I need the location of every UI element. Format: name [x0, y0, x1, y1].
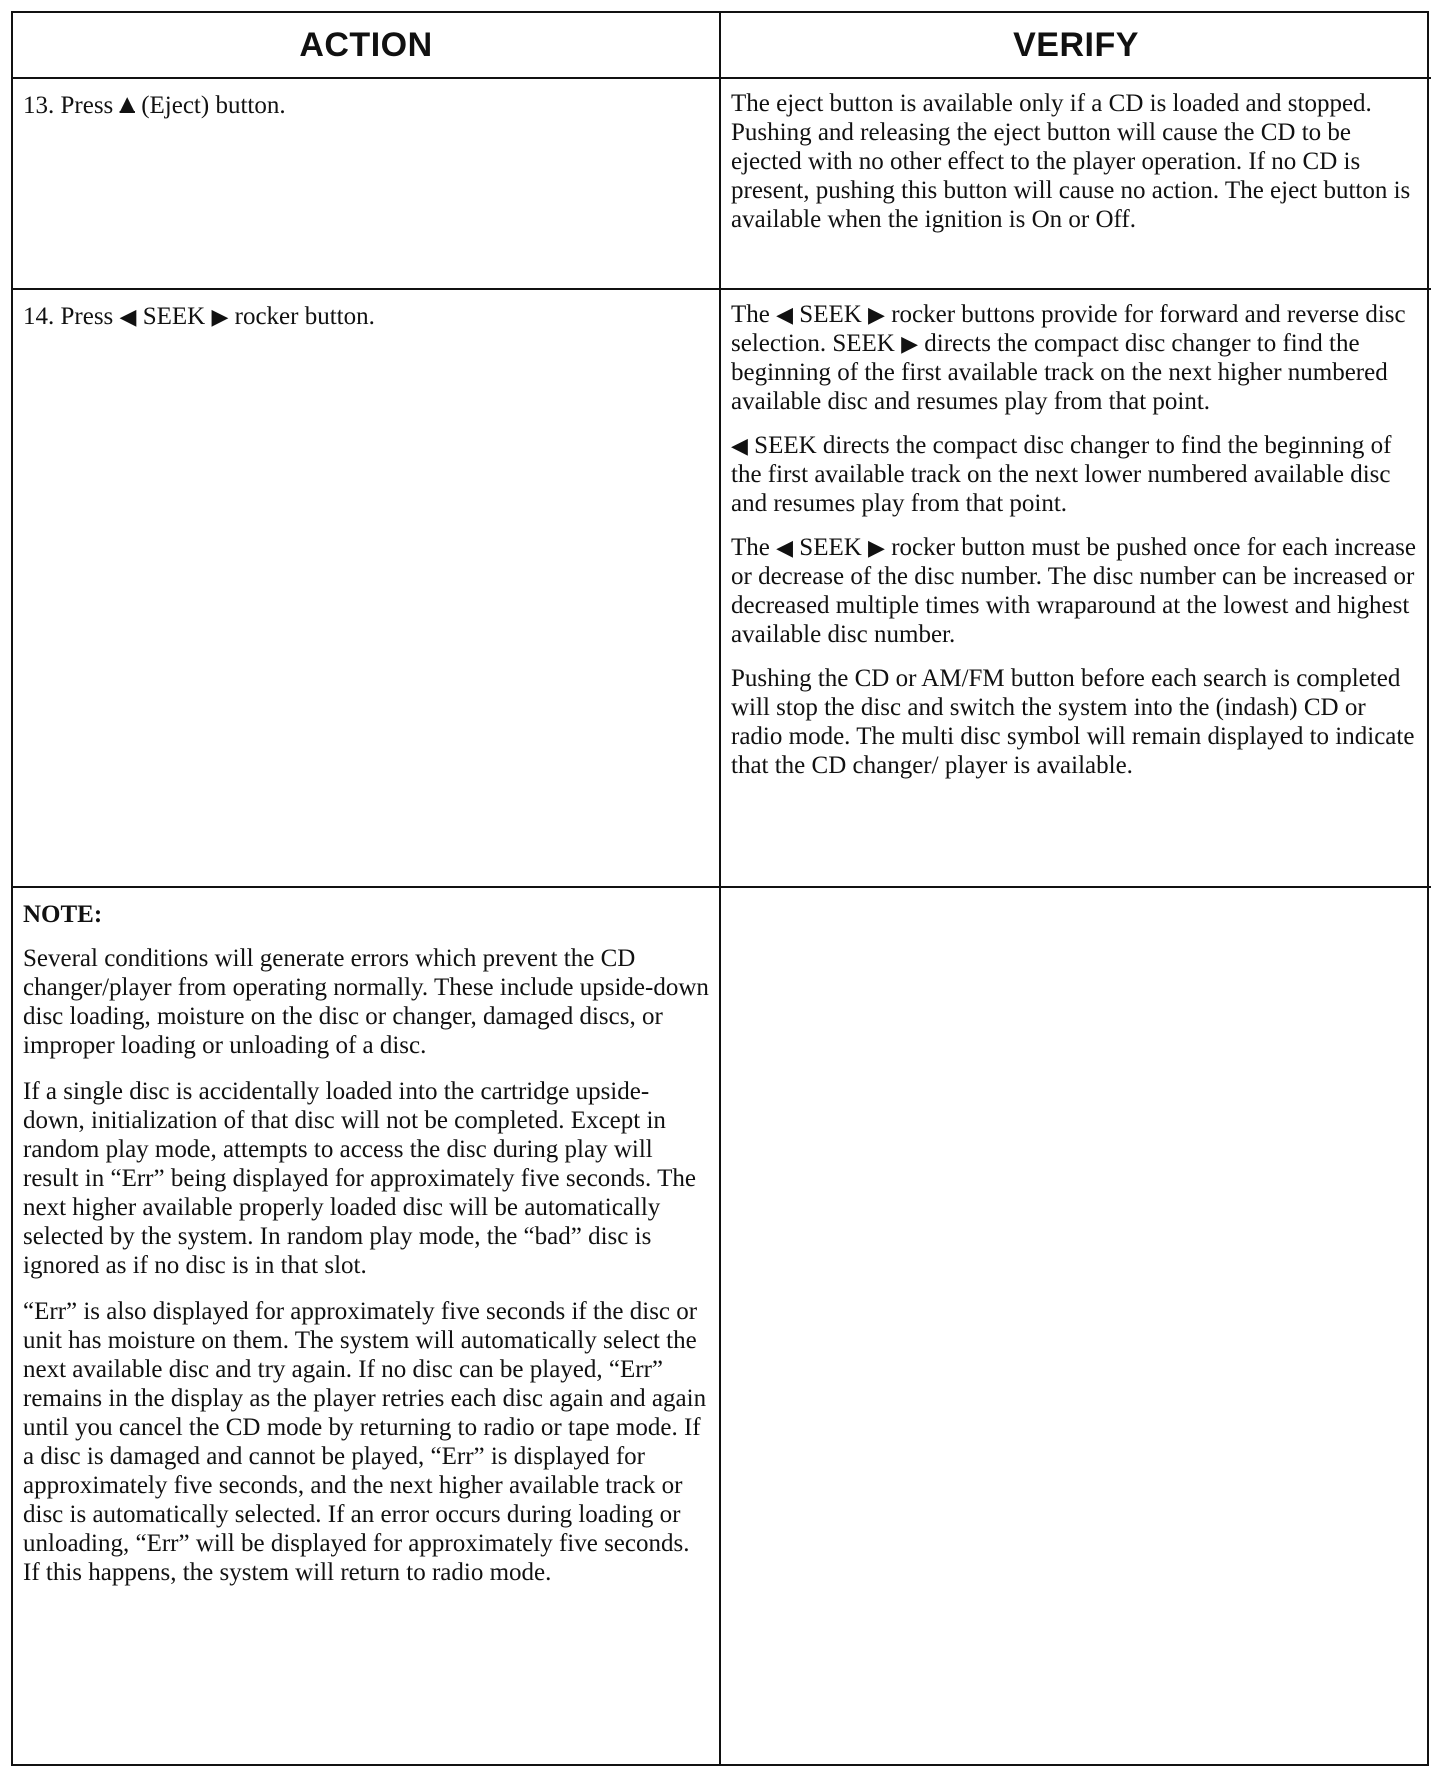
verify-text: Pushing the CD or AM/FM button before each search is completed will stop the disc and switch the system into the (indash) CD or radio mode. The multi disc symbol will remain displayed to indicate that the CD changer/ player is available. — [731, 665, 1415, 779]
verify-text: The — [731, 301, 777, 328]
action-step-14 — [13, 290, 721, 888]
verify-text: rocker buttons provide for forward and reverse disc selection. SEEK — [731, 301, 1406, 357]
note-cell — [13, 888, 721, 1764]
verify-text: The eject button is available only if a CD is loaded and stopped. Pushing and releasing the eject button will cause the CD to be ejected with no other effect to the player operation. If no CD is present, pushing this button will cause no action. The eject button is available when the ignition is On or Off. — [731, 90, 1411, 233]
seek-left-icon: ◀ — [119, 305, 137, 330]
seek-right-icon: ▶ — [868, 536, 885, 561]
action-step-13-prefix: 13. Press — [23, 92, 120, 119]
procedure-table — [11, 11, 1429, 1766]
note-label: NOTE: — [23, 901, 103, 928]
seek-left-icon: ◀ — [731, 434, 748, 459]
action-step-13-suffix: (Eject) button. — [134, 92, 286, 119]
verify-paragraph — [731, 300, 1421, 416]
action-step-14-seek: SEEK — [136, 303, 212, 330]
seek-right-icon: ▶ — [868, 303, 885, 328]
verify-text: SEEK — [793, 301, 869, 328]
verify-text: SEEK directs the compact disc changer to find the beginning of the first available track on the next lower numbered available disc and resumes play from that point. — [731, 432, 1392, 517]
note-paragraph: Several conditions will generate errors which prevent the CD changer/player from operating normally. These include upside-down disc loading, moisture on the disc or changer, damaged discs, or improper loading or unloading of a disc. — [23, 945, 709, 1059]
verify-paragraph — [731, 533, 1421, 649]
verify-step-14 — [721, 290, 1431, 888]
header-verify — [721, 13, 1431, 79]
verify-text: directs the compact disc changer to find the beginning of the first available track on the next higher numbered available disc and resumes play from that point. — [731, 330, 1388, 415]
header-action-label: ACTION — [299, 25, 433, 64]
verify-step-13 — [721, 79, 1431, 290]
seek-right-icon: ▶ — [901, 332, 919, 357]
note-paragraph: “Err” is also displayed for approximately five seconds if the disc or unit has moisture on them. The system will automatically select the next available disc and try again. If no disc can be played, “Err” remains in the display as the player retries each disc again and again until you cancel the CD mode by returning to radio or tape mode. If a disc is damaged and cannot be played, “Err” is displayed for approximately five seconds, and the next higher available track or disc is automatically selected. If an error occurs during loading or unloading, “Err” will be displayed for approximately five seconds. If this happens, the system will return to radio mode. — [23, 1298, 707, 1586]
seek-left-icon: ◀ — [776, 303, 794, 328]
action-step-13 — [13, 79, 721, 290]
action-step-13-text — [23, 91, 709, 120]
header-action — [13, 13, 721, 79]
note-paragraph: If a single disc is accidentally loaded into the cartridge upside-down, initialization of that disc will not be completed. Except in random play mode, attempts to access the disc during play will result in “Err” being displayed for approximately five seconds. The next higher available properly loaded disc will be automatically selected by the system. In random play mode, the “bad” disc is ignored as if no disc is in that slot. — [23, 1078, 696, 1279]
seek-left-icon: ◀ — [776, 536, 794, 561]
verify-paragraph — [731, 431, 1421, 518]
verify-text: rocker button must be pushed once for each increase or decrease of the disc number. The disc number can be increased or decreased multiple times with wraparound at the lowest and highest available disc number. — [731, 534, 1417, 648]
verify-text: SEEK — [793, 534, 869, 561]
action-step-14-suffix: rocker button. — [228, 303, 375, 330]
action-step-14-text — [23, 302, 709, 331]
action-step-14-prefix: 14. Press — [23, 303, 120, 330]
seek-right-icon: ▶ — [211, 305, 229, 330]
eject-icon: ▲ — [119, 91, 135, 115]
verify-text: The — [731, 534, 777, 561]
verify-empty-cell — [721, 888, 1431, 1764]
verify-paragraph — [731, 89, 1421, 234]
header-verify-label: VERIFY — [1013, 25, 1139, 64]
verify-paragraph — [731, 664, 1421, 780]
